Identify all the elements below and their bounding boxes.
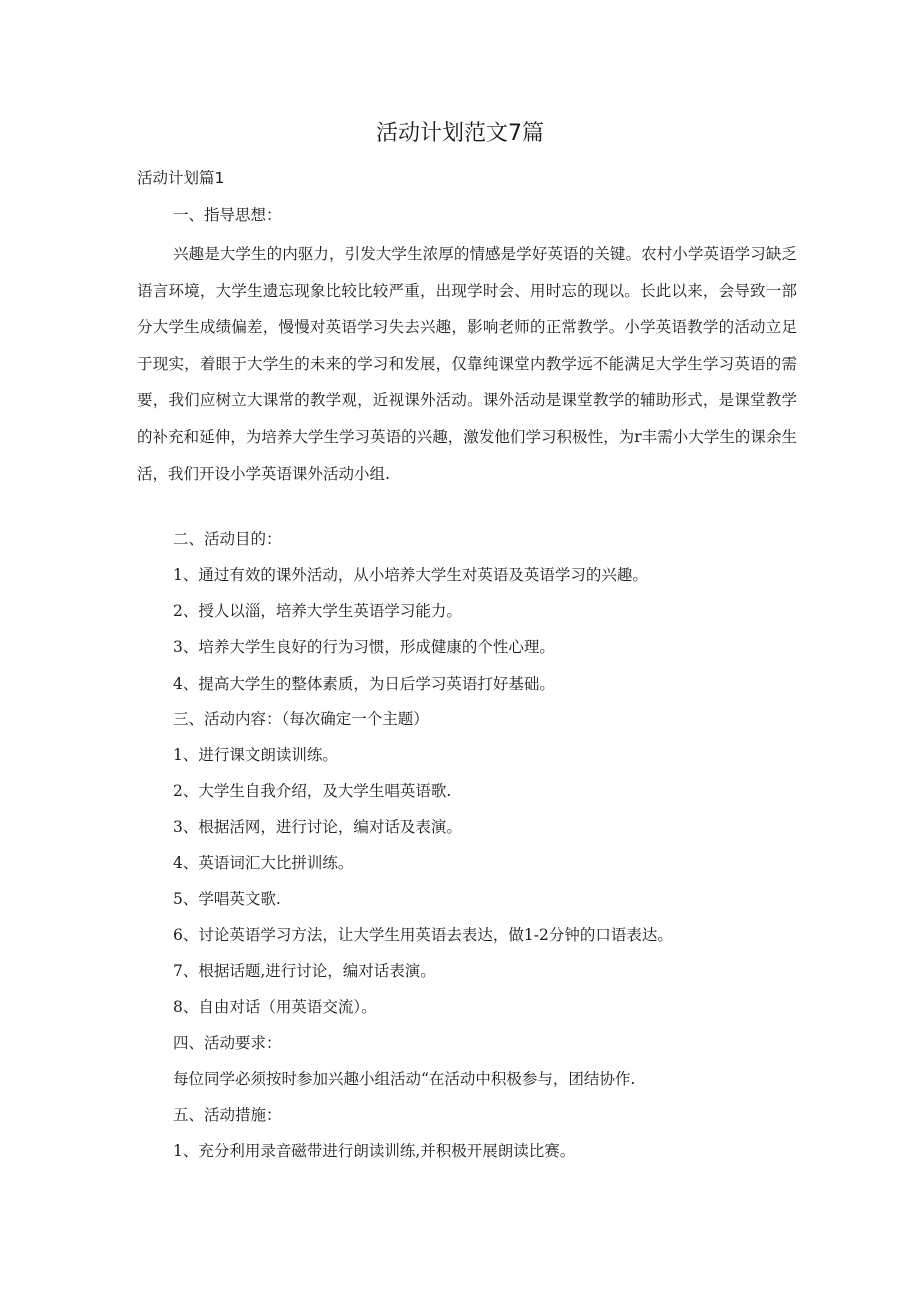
section-heading-requirement: 四、活动要求：: [173, 1034, 282, 1052]
measure-item: 1、充分利用录音磁带进行朗读训练,并积极开展朗读比赛。: [173, 1142, 576, 1160]
content-item: 8、自由对话（用英语交流）。: [173, 998, 377, 1016]
purpose-item: 3、培养大学生良好的行为习惯，形成健康的个性心理。: [173, 638, 555, 656]
purpose-item: 4、提高大学生的整体素质，为日后学习英语打好基础。: [173, 675, 555, 693]
section-heading-content: 三、活动内容：（每次确定一个主题）: [173, 710, 429, 728]
content-item: 7、根据话题,进行讨论，编对话表演。: [173, 962, 436, 980]
document-title: 活动计划范文7篇: [376, 121, 544, 146]
content-item: 3、根据活网，进行讨论，编对话及表演。: [173, 818, 462, 836]
content-item: 2、大学生自我介绍，及大学生唱英语歌.: [173, 782, 452, 800]
content-item: 1、进行课文朗读训练。: [173, 746, 338, 764]
article-subtitle: 活动计划篇1: [137, 169, 225, 187]
content-item: 6、讨论英语学习方法，让大学生用英语去表达，做1-2分钟的口语表达。: [173, 926, 673, 944]
section-heading-purpose: 二、活动目的：: [173, 530, 282, 548]
purpose-item: 2、授人以淄，培养大学生英语学习能力。: [173, 602, 462, 620]
purpose-item: 1、通过有效的课外活动，从小培养大学生对英语及英语学习的兴趣。: [173, 566, 648, 584]
content-item: 5、学唱英文歌.: [173, 890, 281, 908]
guiding-paragraph: 兴趣是大学生的内驱力，引发大学生浓厚的情感是学好英语的关键。农村小学英语学习缺乏语言环境，大学生遗忘现象比较比较严重，出现学时会、用时忘的现以。长此以来，会导致一部分大学生成绩偏差，慢慢对英语学习失去兴趣，影响老师的正常教学。小学英语教学的活动立足于现实，着眼于大学生的未来的学习和发展，仅靠纯课堂内教学远不能满足大学生学习英语的需要，我们应树立大课常的教学观，近视课外活动。课外活动是课堂教学的辅助形式，是课堂教学的补充和延伸，为培养大学生学习英语的兴趣，激发他们学习积极性，为r丰需小大学生的课余生活，我们开设小学英语课外活动小组.: [137, 245, 797, 483]
content-item: 4、英语词汇大比拼训练。: [173, 854, 354, 872]
requirement-text: 每位同学必须按时参加兴趣小组活动“在活动中积极参与，团结协作.: [173, 1070, 636, 1088]
section-heading-measures: 五、活动措施：: [173, 1106, 282, 1124]
section-heading-guiding: 一、指导思想：: [173, 206, 282, 224]
